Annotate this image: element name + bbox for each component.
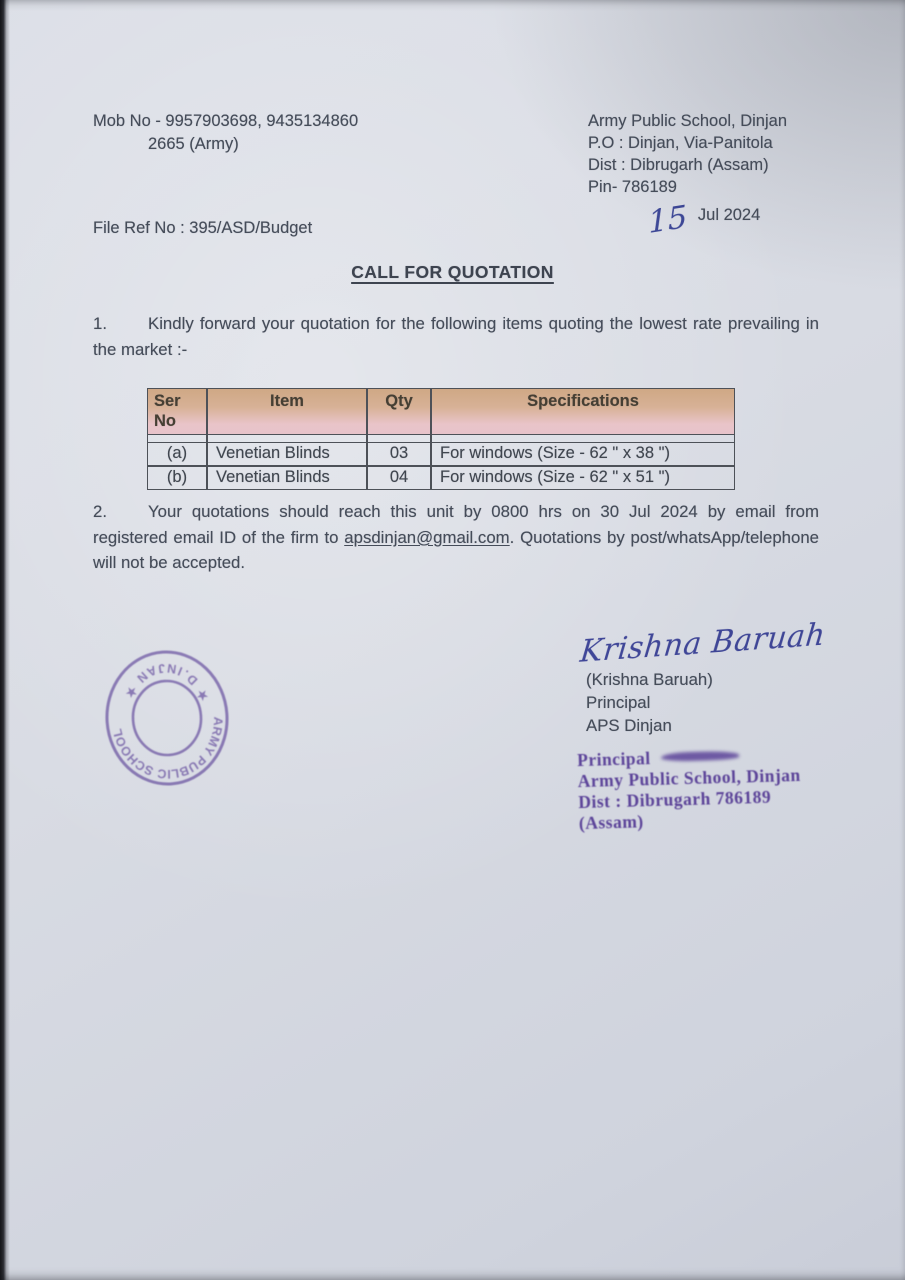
stamp-line-principal: Principal	[577, 744, 801, 771]
document-title: CALL FOR QUOTATION	[351, 262, 554, 282]
para-1-text: Kindly forward your quotation for the following items quoting the lowest rate prevailing in the market :-	[93, 314, 819, 359]
paragraph-1	[93, 311, 819, 362]
para-2-text-before: Your quotations should reach this unit by 0800 hrs on 30 Jul 2024 by email from registered email ID of the firm to	[93, 502, 819, 547]
round-school-stamp	[92, 640, 242, 800]
para-2-text-after: . Quotations by post/whatsApp/telephone will not be accepted.	[93, 527, 820, 572]
para-1-number: 1.	[93, 314, 107, 333]
paragraph-2	[93, 499, 819, 576]
table-row	[147, 442, 735, 466]
stamp-text-dinjan: ★ D.INJAN ★	[122, 660, 212, 704]
stamp-line-state: (Assam)	[578, 811, 644, 834]
school-address-block	[588, 110, 787, 198]
sender-contact-block	[93, 110, 358, 155]
svg-text:ARMY PUBLIC SCHOOL	[109, 716, 229, 786]
cell-ser: (b)	[147, 466, 207, 490]
signatory-org: APS Dinjan	[586, 716, 672, 736]
cell-spec: For windows (Size - 62 " x 51 ")	[431, 466, 735, 490]
table-spacer-row	[147, 435, 735, 442]
stamp-text-school: ARMY PUBLIC SCHOOL	[109, 716, 226, 782]
po-line: P.O : Dinjan, Via-Panitola	[588, 134, 773, 152]
table-row	[147, 466, 735, 490]
stamp-line-school: Army Public School, Dinjan	[577, 764, 801, 792]
signatory-title: Principal	[586, 693, 651, 713]
signature-block	[586, 668, 713, 738]
district-line: Dist : Dibrugarh (Assam)	[588, 156, 769, 174]
col-header-ser-no: Ser No	[147, 388, 207, 435]
file-ref-no: File Ref No : 395/ASD/Budget	[93, 219, 313, 237]
handwritten-signature: Krishna Baruah	[578, 617, 828, 670]
cell-ser: (a)	[147, 442, 207, 466]
cell-spec: For windows (Size - 62 " x 38 ")	[431, 442, 735, 466]
cell-qty: 04	[367, 466, 431, 490]
principal-rect-stamp	[577, 744, 802, 834]
mobile-numbers-line: Mob No - 9957903698, 9435134860	[93, 112, 359, 130]
cell-item: Venetian Blinds	[207, 466, 367, 490]
date-block	[647, 198, 761, 242]
stamp-line-district: Dist : Dibrugarh 786189	[578, 786, 772, 813]
col-header-specifications: Specifications	[431, 388, 735, 435]
photo-left-edge	[0, 0, 10, 1280]
para-2-number: 2.	[93, 502, 107, 521]
signatory-name: (Krishna Baruah)	[586, 670, 713, 689]
col-header-item: Item	[207, 388, 367, 435]
stamp-smudge	[661, 751, 739, 762]
svg-text:★ D.INJAN ★	[120, 658, 211, 709]
army-extension-line: 2665 (Army)	[148, 134, 239, 153]
school-name-line: Army Public School, Dinjan	[588, 112, 787, 130]
handwritten-day: 15	[647, 198, 689, 242]
email-link[interactable]: apsdinjan@gmail.com	[344, 527, 510, 547]
cell-item: Venetian Blinds	[207, 442, 367, 466]
col-header-qty: Qty	[367, 388, 431, 435]
pin-line: Pin- 786189	[588, 178, 677, 196]
cell-qty: 03	[367, 442, 431, 466]
table-header-row	[147, 388, 735, 435]
quotation-table	[147, 388, 735, 490]
printed-date: Jul 2024	[697, 206, 761, 224]
